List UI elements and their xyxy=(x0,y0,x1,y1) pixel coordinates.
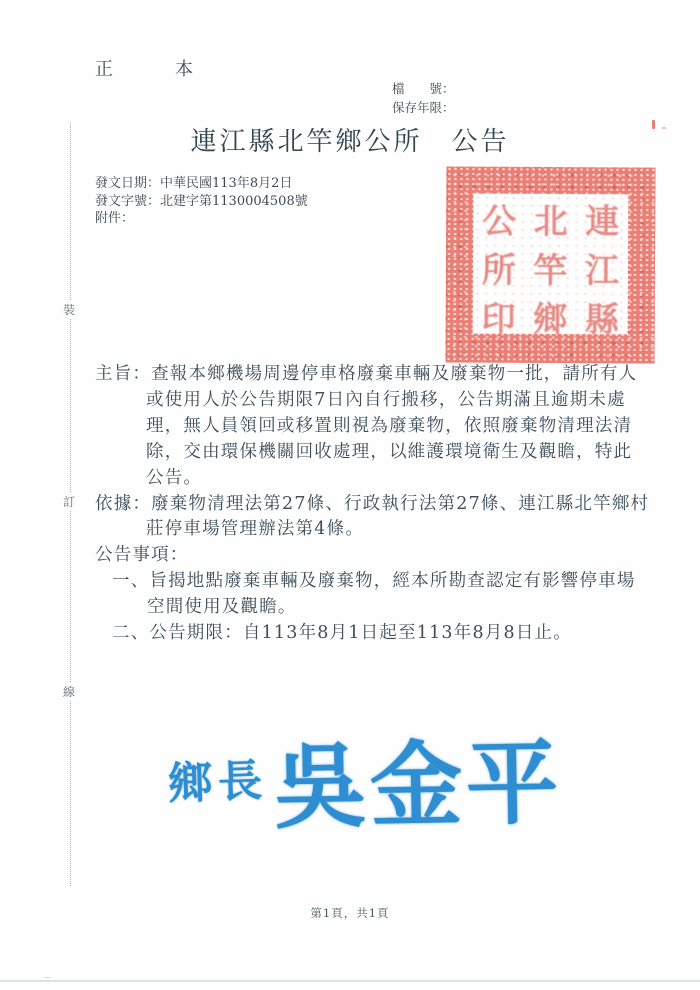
seal-character: 北 xyxy=(533,201,568,243)
binding-mark: 線 xyxy=(63,682,75,701)
page-number-footer: 第1頁，共1頁 xyxy=(310,906,390,920)
body-line: 二、公告期限：自113年8月1日起至113年8月8日止。 xyxy=(112,623,572,644)
document-meta xyxy=(95,175,308,228)
seal-character: 竿 xyxy=(533,250,568,292)
body-line: 一、旨揭地點廢棄車輛及廢棄物，經本所勘查認定有影響停車場 xyxy=(112,571,636,592)
seal-character: 公 xyxy=(481,201,517,242)
body-line: 依據：廢棄物清理法第27條、行政執行法第27條、連江縣北竿鄉村 xyxy=(95,493,650,514)
body-line: 公告事項： xyxy=(95,545,189,566)
seal-character: 連 xyxy=(585,202,620,243)
document-body xyxy=(0,362,680,647)
retention-period-label: 保存年限： xyxy=(392,100,455,115)
seal-inner-grid xyxy=(473,194,629,341)
body-line: 除，交由環保機關回收處理，以維護環境衛生及觀瞻，特此 xyxy=(146,441,633,462)
seal-character: 縣 xyxy=(584,300,619,341)
scan-artifact-tick xyxy=(44,977,51,978)
official-red-seal xyxy=(445,166,655,363)
seal-character: 所 xyxy=(481,250,516,291)
seal-character: 江 xyxy=(585,251,620,292)
body-line: 公告。 xyxy=(146,467,203,488)
body-line: 主旨：查報本鄉機場周邊停車格廢棄車輛及廢棄物一批，請所有人 xyxy=(95,364,638,384)
signature-block xyxy=(168,712,562,844)
issue-number-value: 北建字第1130004508號 xyxy=(160,193,308,209)
issue-number-label: 發文字號： xyxy=(95,193,161,209)
body-line: 莊停車場管理辦法第4條。 xyxy=(146,519,365,540)
signature-title: 鄉長 xyxy=(167,755,270,810)
file-number-block xyxy=(392,79,455,117)
red-ink-speck xyxy=(662,127,666,129)
issue-date-value: 中華民國113年8月2日 xyxy=(160,176,293,191)
document-title: 連江縣北竿鄉公所 公告 xyxy=(190,127,510,157)
attachment-line xyxy=(95,210,308,228)
issue-date-label: 發文日期： xyxy=(95,176,161,191)
seal-character: 鄉 xyxy=(533,299,568,341)
body-line: 理，無人員領回或移置則視為廢棄物，依照廢棄物清理法清 xyxy=(146,415,633,436)
copy-type-label: 正 本 xyxy=(95,59,215,80)
issue-number-line xyxy=(95,193,308,211)
seal-character: 印 xyxy=(481,299,516,340)
signature-name-stamp: 吳金平 xyxy=(273,728,564,842)
red-ink-speck xyxy=(652,120,655,129)
file-number-label: 檔 號： xyxy=(392,81,455,96)
binding-mark: 訂 xyxy=(63,492,75,511)
binding-mark: 裝 xyxy=(63,300,75,319)
body-line: 或使用人於公告期限7日內自行搬移，公告期滿且逾期未處 xyxy=(146,389,626,410)
attachment-label: 附件： xyxy=(95,211,135,226)
issue-date-line xyxy=(95,175,308,193)
scan-artifact-line xyxy=(0,980,700,982)
body-line: 空間使用及觀瞻。 xyxy=(147,597,297,618)
